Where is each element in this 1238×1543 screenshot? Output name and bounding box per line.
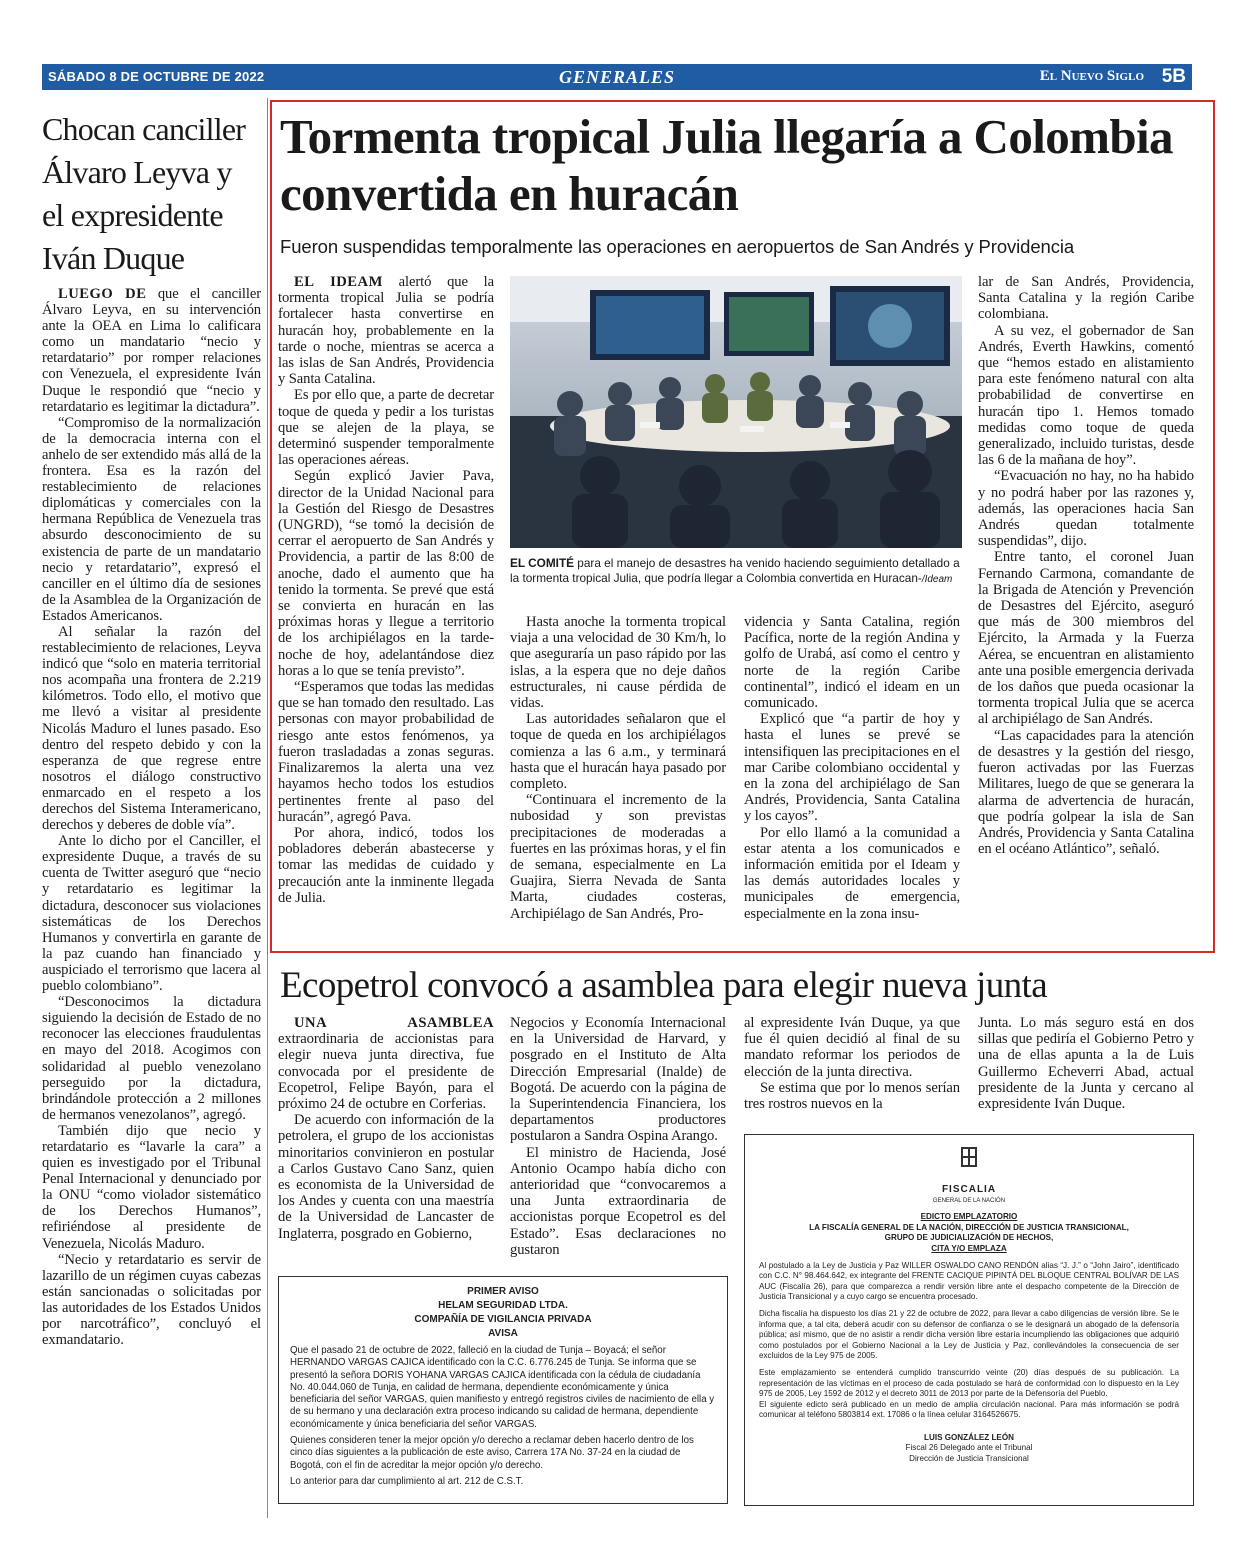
eco-story-paragraph: De acuerdo con información de la petrolera, el grupo de los accionistas minoritarios convinieron en postular a Carlos Gustavo Cano Sanz, quien es economista de la Universidad de los Andes y cuenta con una maestría de la Universidad de Lancaster de Inglaterra, posgrado en Gobierno, bbox=[278, 1112, 494, 1242]
fiscalia-seal-icon bbox=[939, 1145, 999, 1185]
eco-story-leadin: UNA ASAMBLEA bbox=[294, 1015, 494, 1031]
edict-cita: CITA Y/O EMPLAZA bbox=[931, 1243, 1007, 1253]
section-title: GENERALES bbox=[558, 67, 676, 87]
ad-paragraph: Lo anterior para dar cumplimiento al art. 212 de C.S.T. bbox=[290, 1475, 524, 1487]
main-story-paragraph: Las autoridades señalaron que el toque de queda en los archipiélagos comienza a las 6 a.m., y terminará hasta que el huracán haya pasado por completo. bbox=[510, 711, 726, 793]
issue-date: SÁBADO 8 DE OCTUBRE DE 2022 bbox=[48, 69, 265, 84]
main-story-subheadline: Fueron suspendidas temporalmente las operaciones en aeropuertos de San Andrés y Providencia bbox=[280, 236, 1075, 257]
news-photo bbox=[510, 276, 962, 548]
main-story-paragraph: Hasta anoche la tormenta tropical viaja a una velocidad de 30 Km/h, lo que aseguraría un paso rápido por las islas, a la espera que no deje daños estructurales, ni cause pérdida de vidas. bbox=[510, 614, 726, 712]
signer-name: LUIS GONZÁLEZ LEÓN bbox=[924, 1432, 1014, 1442]
ad-paragraph: Quienes consideren tener la mejor opción y/o derecho a reclamar deben hacerlo dentro de los cinco días siguientes a la publicación de este aviso, Carrera 17A No. 37-24 en la ciudad de Bogotá, con el fin de acreditar la mejor opción y/o derecho. bbox=[290, 1435, 694, 1471]
left-story-paragraph: También dijo que necio y retardatario es “lavarle la cara” a quien es investigado por el Tribunal Penal Internacional y denunciado por la ONU “como violador sistemático de los Derechos Humanos”, refiriéndose al presidente de Venezuela, Nicolás Maduro. bbox=[42, 1122, 261, 1252]
main-story-paragraph: A su vez, el gobernador de San Andrés, Everth Hawkins, comentó que “hemos estado en alistamiento para este fenómeno natural con alta probabilidad de convertirse en huracán tipo 1. Hemos tomado medidas como toque de queda generalizado, incluido turistas, desde las 6 de la mañana de hoy”. bbox=[978, 322, 1194, 469]
newspaper-name: El Nuevo Siglo bbox=[1039, 68, 1144, 84]
seal-label: FISCALIA bbox=[941, 1184, 997, 1195]
photo-caption: EL COMITÉ para el manejo de desastres ha venido haciendo seguimiento detallado a la tormenta tropical Julia, que podría llegar a Colombia convertida en Huracan-/Ideam bbox=[510, 556, 960, 585]
main-story-column-3 bbox=[744, 614, 960, 946]
eco-story-column-1 bbox=[278, 1015, 494, 1261]
eco-story-paragraph: Se estima que por lo menos serían tres rostros nuevos en la bbox=[744, 1079, 960, 1113]
main-story-paragraph: Explicó que “a partir de hoy y hasta el lunes se prevé se intensifiquen las precipitaciones en el mar Caribe colombiano occidental y en la zona del archipiélago de San Andrés, Providencia, Santa Catalina y los cayos”. bbox=[744, 711, 960, 825]
main-story-paragraph: “Esperamos que todas las medidas que se han tomado den resultado. Las personas con mayor probabilidad de riesgo ante estos fenómenos, ya fueron trasladadas a zonas seguras. Finalizaremos la alerta una vez hayamos hecho todos los estudios pertinentes frente al paso del huracán”, agregó Pava. bbox=[278, 679, 494, 825]
left-story-paragraph: “Necio y retardatario es servir de lazarillo de un régimen cuyas cabezas están sancionadas o solicitadas por las autoridades de los Estados Unidos por narcotráfico”, concluyó el exmandatario. bbox=[42, 1251, 261, 1349]
main-story-column-2 bbox=[510, 614, 726, 946]
eco-story-paragraph: al expresidente Iván Duque, ya que fue él quien decidió al final de su mandato reformar los periodos de elección de la junta directiva. bbox=[744, 1015, 960, 1080]
ad-title: PRIMER AVISO bbox=[467, 1286, 539, 1297]
left-story-paragraph: Al señalar la razón del restablecimiento de relaciones, Leyva indicó que “solo en materia territorial nos acompaña una frontera de 2.219 kilómetros. Todo ello, el motivo que me llevó a visitar al presidente Nicolás Maduro el lunes pasado. Eso dentro del respeto debido y con la esperanza de que regrese entre nosotros el diálogo constructivo enmarcado en el respeto a los derechos del Sistema Interamericano, derechos y deberes de doble vía”. bbox=[42, 623, 261, 834]
main-story-paragraph: Entre tanto, el coronel Juan Fernando Carmona, comandante de la Brigada de Atención y Prevención de Desastres del Ejército, aseguró que más de 300 miembros del Ejército, la Armada y la Fuerza Aérea, se encuentran en alistamiento ante una posible emergencia derivada de los daños que pueda ocasionar la tormenta tropical Julia que se acerca al archipiélago de San Andrés. bbox=[978, 549, 1194, 728]
meeting-photo-illustration bbox=[510, 276, 962, 548]
left-story-paragraph: LUEGO DE que el canciller Álvaro Leyva, en su intervención ante la OEA en Lima lo calificara como un mandatario “necio y retardatario” por romper relaciones con Venezuela, el expresidente Iván Duque le respondió que “necio y retardatario es legitimar la dictadura”. bbox=[42, 286, 261, 415]
signer-department: Dirección de Justicia Transicional bbox=[909, 1454, 1029, 1464]
page-header-bar bbox=[42, 64, 1192, 90]
main-story-paragraph: EL IDEAM alertó que la tormenta tropical Julia se podría fortalecer hasta convertirse en huracán hoy, probablemente en la tarde o noche, mientras se acerca a las islas de San Andrés, Providencia y Santa Catalina. bbox=[278, 274, 494, 388]
main-story-paragraph: Por ahora, indicó, todos los pobladores deberán abastecerse y tomar las medidas de cuidado y precaución ante la inminente llegada de Julia. bbox=[278, 824, 494, 906]
seal-sublabel: GENERAL DE LA NACIÓN bbox=[932, 1197, 1006, 1204]
left-story-paragraph: “Desconocimos la dictadura siguiendo la decisión de Estado de no reconocer las elecciones fraudulentas en mayo del 2018. Acogimos con solidaridad al pueblo venezolano perseguido por la dictadura, brindándole protección a 2 millones de hermanos venezolanos”, agregó. bbox=[42, 994, 261, 1123]
main-story-leadin: EL IDEAM bbox=[294, 274, 383, 290]
eco-story-paragraph: Negocios y Economía Internacional en la Universidad de Harvard, y posgrado en el Instituto de Alta Dirección Empresarial (Inalde) de Bogotá. De acuerdo con la página de la Superintendencia Financiera, los departamentos productores postularon a Sandra Ospina Arango. bbox=[510, 1015, 726, 1145]
left-story-headline: Chocan canciller Álvaro Leyva y el expresidente Iván Duque bbox=[42, 111, 246, 276]
eco-story-headline: Ecopetrol convocó a asamblea para elegir nueva junta bbox=[280, 965, 1048, 1006]
ad-company-type: COMPAÑÍA DE VIGILANCIA PRIVADA bbox=[414, 1314, 592, 1325]
column-divider bbox=[267, 98, 268, 1518]
left-story-paragraph: “Compromiso de la normalización de la democracia interna con el anhelo de ser extendido más allá de la frontera. Esa es la razón del restablecimiento de relaciones diplomáticas y comerciales con la hermana República de Venezuela tras absurdo desconocimiento de su existencia de parte de un mandatario necio y retardatario”, expresó el canciller en el último día de sesiones de la Asamblea de la Organización de Estados Americanos. bbox=[42, 414, 261, 624]
left-story-leadin: LUEGO DE bbox=[58, 286, 147, 302]
notice-ad-helam bbox=[278, 1276, 728, 1504]
main-story-column-4 bbox=[978, 274, 1194, 946]
eco-story-paragraph: UNA ASAMBLEA extraordinaria de accionistas para elegir nueva junta directiva, fue convocada por el presidente de Ecopetrol, Felipe Bayón, para el próximo 24 de octubre en Corferias. bbox=[278, 1015, 494, 1113]
ad-avisa: AVISA bbox=[488, 1328, 518, 1339]
ad-paragraph: Al postulado a la Ley de Justicia y Paz WILLER OSWALDO CANO RENDÓN alias “J. J.” o “John Jairo”, identificado con C.C. N° 98.464.642, ex integrante del FRENTE CACIQUE PIPINTÁ DEL BLOQUE CENTRAL BOLÍVAR DE LAS AUC (Fiscalía 26), para que comparezca a rendir versión libre ante el despacho competente de la Dirección de Justicia Transicional y a cuyo cargo se encuentra procesado. bbox=[759, 1260, 1179, 1302]
signer-role: Fiscal 26 Delegado ante el Tribunal bbox=[905, 1443, 1033, 1453]
edict-entity: LA FISCALÍA GENERAL DE LA NACIÓN, DIRECCIÓN DE JUSTICIA TRANSICIONAL, GRUPO DE JUDICIALIZACIÓN DE HECHOS, bbox=[809, 1222, 1129, 1243]
ad-paragraph: Este emplazamiento se entenderá cumplido transcurrido veinte (20) días después de su publicación. La representación de las víctimas en el proceso de cada postulado se hará de conformidad con lo dispuesto en la Ley 975 de 2005, Ley 1592 de 2012 y el decreto 3011 de 2013 por parte de la Defensoría del Pueblo. bbox=[759, 1367, 1179, 1399]
notice-ad-fiscalia bbox=[744, 1134, 1194, 1506]
eco-story-column-4 bbox=[978, 1015, 1194, 1119]
main-story-headline: Tormenta tropical Julia llegaría a Colombia convertida en huracán bbox=[280, 109, 1173, 221]
page-number: 5B bbox=[1161, 66, 1186, 87]
main-story-paragraph: Según explicó Javier Pava, director de la Unidad Nacional para la Gestión del Riesgo de Desastres (UNGRD), “se tomó la decisión de cerrar el aeropuerto de San Andrés y Providencia, a partir de las 8:00 de anoche, dado el aumento que ha tenido la tormenta. Se prevé que está se convierta en huracán en las próximas horas y llegue a territorio de los archipiélagos en la tarde-noche de hoy, adelantándose diez horas a lo que se tenía previsto”. bbox=[278, 468, 494, 679]
caption-leadin: EL COMITÉ bbox=[510, 556, 575, 570]
eco-story-column-2 bbox=[510, 1015, 726, 1261]
eco-story-paragraph: El ministro de Hacienda, José Antonio Ocampo había dicho con anterioridad que “convocaremos a una Junta extraordinaria de accionistas porque Ecopetrol es del Estado”. Esas declaraciones no gustaron bbox=[510, 1144, 726, 1258]
left-story-body bbox=[42, 286, 261, 1511]
ad-company: HELAM SEGURIDAD LTDA. bbox=[438, 1300, 568, 1311]
main-story-paragraph: “Evacuación no hay, no ha habido y no podrá haber por las razones y, además, las operaciones hacia San Andrés quedan totalmente suspendidas”, dijo. bbox=[978, 468, 1194, 550]
edict-title: EDICTO EMPLAZATORIO bbox=[920, 1212, 1018, 1222]
ad-paragraph: El siguiente edicto será publicado en un medio de amplia circulación nacional. Para más información se podrá comunicar al teléfono 5803814 ext. 17086 o la línea celular 3164526675. bbox=[759, 1399, 1179, 1420]
main-story-paragraph: “Continuara el incremento de la nubosidad y son previstas precipitaciones de moderadas a fuertes en las próximas horas, y el fin de semana, especialmente en La Guajira, Sierra Nevada de Santa Marta, ciudades costeras, Archipiélago de San Andrés, Pro- bbox=[510, 792, 726, 922]
main-story-paragraph: Es por ello que, a parte de decretar toque de queda y pedir a los turistas que se alejen de la playa, se determinó suspender temporalmente las operaciones aéreas. bbox=[278, 387, 494, 469]
main-story-paragraph: videncia y Santa Catalina, región Pacífica, norte de la región Andina y golfo de Urabá, así como el centro y norte de la región Caribe continental”, indicó el ideam en un comunicado. bbox=[744, 614, 960, 712]
main-story-column-1 bbox=[278, 274, 494, 946]
main-story-paragraph: Por ello llamó a la comunidad a estar atenta a los comunicados e información emitida por el Ideam y las demás autoridades locales y municipales de emergencia, especialmente en la zona insu- bbox=[744, 824, 960, 922]
ad-paragraph: Que el pasado 21 de octubre de 2022, falleció en la ciudad de Tunja – Boyacá; el señor HERNANDO VARGAS CAJICA identificado con la C.C. 6.776.245 de Tunja. Se informa que se presentó la señora DORIS YOHANA VARGAS CAJICA identificada con la cédula de ciudadanía No. 40.044.060 de Tunja, en calidad de hermana, dependiente económicamente y única beneficiaria del señor VARGAS, quien manifiesto y entregó registros civiles de nacimiento de ella y de su hermano y una declaración extra proceso indicando su calidad de hermana, dependiente económicamente y única beneficiaria del señor VARGAS. bbox=[290, 1345, 715, 1430]
main-story-paragraph: lar de San Andrés, Providencia, Santa Catalina y la región Caribe colombiana. bbox=[978, 274, 1194, 323]
eco-story-column-3 bbox=[744, 1015, 960, 1119]
eco-story-paragraph: Junta. Lo más seguro está en dos sillas que pediría el Gobierno Petro y una de ellas apunta a la de Luis Guillermo Echeverri Abad, actual presidente de la Junta y cercano al expresidente Iván Duque. bbox=[978, 1015, 1194, 1113]
left-story-paragraph: Ante lo dicho por el Canciller, el expresidente Duque, a través de su cuenta de Twitter aseguró que “necio y retardatario es legitimar la dictadura, desconocer sus violaciones sistemáticas de los Derechos Humanos y convertirla en garante de la paz cuando han financiado y auspiciado el terrorismo que lacera al pueblo colombiano”. bbox=[42, 833, 261, 995]
main-story-paragraph: “Las capacidades para la atención de desastres y la gestión del riesgo, fueron activadas por las Fuerzas Militares, luego de que se generara la alarma de advertencia de huracán, que podría golpear la isla de San Andrés, Providencia y Santa Catalina en el océano Atlántico”, señaló. bbox=[978, 727, 1194, 858]
caption-credit: /Ideam bbox=[921, 574, 953, 585]
ad-paragraph: Dicha fiscalía ha dispuesto los días 21 y 22 de octubre de 2022, para llevar a cabo diligencias de versión libre. Se le informa que, a tal cita, deberá acudir con su defensor de confianza o se le designará un abogado de la defensoría pública; así mismo, que de no asistir a rendir dicha versión libre estaría incumpliendo las obligaciones que adquirió como postulados por el Gobierno Nacional a la Ley de Justicia y Paz, conllevándoles la consecuencia de ser excluidos de la Ley 975 de 2005. bbox=[759, 1308, 1179, 1361]
